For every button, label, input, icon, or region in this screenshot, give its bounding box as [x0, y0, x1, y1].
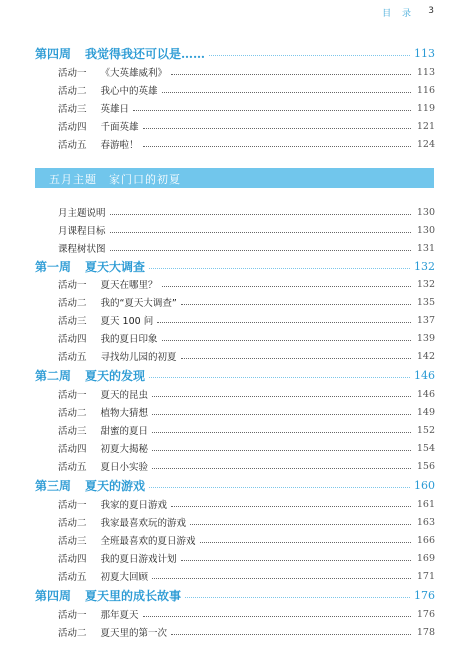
- activity-label: 活动三: [58, 104, 87, 115]
- leader-dots: [143, 146, 411, 147]
- activity-label: 活动五: [58, 462, 87, 473]
- leader-dots: [209, 55, 410, 56]
- page-number: 166: [416, 534, 435, 546]
- toc-activity[interactable]: [58, 403, 435, 421]
- page-number: 149: [416, 406, 435, 418]
- page-number: 160: [414, 478, 435, 492]
- activity-title: 寻找幼儿园的初夏: [100, 352, 177, 363]
- leader-dots: [181, 304, 411, 305]
- leader-dots: [171, 634, 411, 635]
- intro-title: 课程树状图: [58, 244, 106, 255]
- toc-week-heading[interactable]: [35, 366, 435, 384]
- activity-label: 活动四: [58, 334, 87, 345]
- toc-activity[interactable]: [58, 605, 435, 623]
- activity-title: 春游啦！: [100, 140, 139, 151]
- activity-title: 我的夏日印象: [100, 334, 158, 345]
- page-number: 139: [416, 332, 435, 344]
- leader-dots: [181, 358, 411, 359]
- activity-label: 活动二: [58, 86, 87, 97]
- page-number: 132: [416, 278, 435, 290]
- leader-dots: [149, 268, 410, 269]
- activity-title: 我心中的英雄: [100, 86, 158, 97]
- leader-dots: [110, 250, 411, 251]
- activity-title: 夏日小实验: [100, 462, 149, 473]
- toc-activity[interactable]: [58, 329, 435, 347]
- week-title: 夏天大调查: [85, 259, 146, 274]
- activity-label: 活动三: [58, 536, 87, 547]
- leader-dots: [152, 468, 411, 469]
- leader-dots: [171, 74, 411, 75]
- leader-dots: [171, 506, 411, 507]
- activity-title: 《大英雄威利》: [100, 68, 168, 79]
- activity-label: 活动五: [58, 572, 87, 583]
- leader-dots: [152, 396, 411, 397]
- leader-dots: [143, 616, 411, 617]
- leader-dots: [157, 322, 411, 323]
- activity-label: 活动二: [58, 408, 87, 419]
- activity-label: 活动二: [58, 628, 87, 639]
- activity-title: 我的“夏天大调查”: [100, 298, 177, 309]
- page-number: 124: [416, 138, 435, 150]
- page-number: 130: [416, 224, 435, 236]
- activity-label: 活动五: [58, 352, 87, 363]
- leader-dots: [152, 432, 411, 433]
- page-number: 156: [416, 460, 435, 472]
- page-number: 163: [416, 516, 435, 528]
- toc-activity[interactable]: [58, 81, 435, 99]
- week-title: 我觉得我还可以是……: [85, 46, 206, 61]
- page-number: 178: [416, 626, 435, 638]
- activity-title: 我家最喜欢玩的游戏: [100, 518, 187, 529]
- page-number: 176: [416, 608, 435, 620]
- toc-week-heading[interactable]: [35, 257, 435, 275]
- page-number: 146: [414, 368, 435, 382]
- leader-dots: [190, 524, 411, 525]
- leader-dots: [162, 92, 411, 93]
- toc-week-heading[interactable]: [35, 44, 435, 62]
- page-number: 132: [414, 259, 435, 273]
- toc-activity[interactable]: [58, 63, 435, 81]
- page-number: 135: [416, 296, 435, 308]
- toc-activity[interactable]: [58, 513, 435, 531]
- page-number: 171: [416, 570, 435, 582]
- leader-dots: [149, 377, 410, 378]
- leader-dots: [149, 487, 410, 488]
- page-header: [0, 0, 468, 40]
- toc-activity[interactable]: [58, 567, 435, 585]
- page-number: 154: [416, 442, 435, 454]
- week-label: 第二周: [35, 368, 72, 383]
- page-number: 152: [416, 424, 435, 436]
- header-page-number: 3: [428, 6, 434, 16]
- toc-activity[interactable]: [58, 311, 435, 329]
- leader-dots: [143, 128, 411, 129]
- activity-title: 初夏大揭秘: [100, 444, 149, 455]
- leader-dots: [162, 340, 411, 341]
- leader-dots: [110, 232, 411, 233]
- activity-title: 初夏大回顾: [100, 572, 149, 583]
- week-title: 夏天的游戏: [85, 478, 146, 493]
- activity-label: 活动一: [58, 390, 87, 401]
- toc-activity[interactable]: [58, 275, 435, 293]
- week-label: 第三周: [35, 478, 72, 493]
- activity-label: 活动一: [58, 280, 87, 291]
- activity-title: 夏天 100 问: [100, 316, 154, 327]
- toc-activity[interactable]: [58, 457, 435, 475]
- activity-title: 夏天的昆虫: [100, 390, 149, 401]
- toc-activity[interactable]: [58, 549, 435, 567]
- leader-dots: [181, 560, 411, 561]
- activity-title: 我家的夏日游戏: [100, 500, 168, 511]
- activity-label: 活动四: [58, 554, 87, 565]
- page-number: 137: [416, 314, 435, 326]
- toc-activity[interactable]: [58, 347, 435, 365]
- leader-dots: [152, 414, 411, 415]
- activity-label: 活动三: [58, 426, 87, 437]
- toc-activity[interactable]: [58, 495, 435, 513]
- page-number: 131: [416, 242, 435, 254]
- toc-intro-item[interactable]: [58, 203, 435, 221]
- toc-activity[interactable]: [58, 293, 435, 311]
- month-theme-banner: [35, 168, 434, 188]
- activity-title: 植物大猜想: [100, 408, 149, 419]
- toc-intro-item[interactable]: [58, 221, 435, 239]
- toc-activity[interactable]: [58, 623, 435, 641]
- page-number: 113: [416, 66, 435, 78]
- activity-title: 夏天里的第一次: [100, 628, 168, 639]
- page-number: 130: [416, 206, 435, 218]
- toc-week-heading[interactable]: [35, 476, 435, 494]
- activity-title: 英雄日: [100, 104, 130, 115]
- week-label: 第四周: [35, 46, 72, 61]
- activity-label: 活动五: [58, 140, 87, 151]
- toc-activity[interactable]: [58, 135, 435, 153]
- page-number: 119: [416, 102, 435, 114]
- week-title: 夏天的发现: [85, 368, 146, 383]
- toc-activity[interactable]: [58, 117, 435, 135]
- toc-activity[interactable]: [58, 531, 435, 549]
- activity-title: 甜蜜的夏日: [100, 426, 149, 437]
- activity-title: 夏天在哪里？: [100, 280, 158, 291]
- activity-title: 我的夏日游戏计划: [100, 554, 177, 565]
- activity-label: 活动二: [58, 298, 87, 309]
- leader-dots: [110, 214, 411, 215]
- header-section-title: 目 录: [382, 9, 415, 19]
- toc-activity[interactable]: [58, 385, 435, 403]
- leader-dots: [152, 450, 411, 451]
- toc-activity[interactable]: [58, 99, 435, 117]
- activity-title: 全班最喜欢的夏日游戏: [100, 536, 196, 547]
- page-number: 142: [416, 350, 435, 362]
- toc-intro-item[interactable]: [58, 239, 435, 257]
- activity-label: 活动一: [58, 500, 87, 511]
- page-number: 113: [414, 46, 435, 60]
- toc-activity[interactable]: [58, 421, 435, 439]
- leader-dots: [200, 542, 411, 543]
- activity-title: 千面英雄: [100, 122, 139, 133]
- month-theme-title: 五月主题 家门口的初夏: [49, 173, 181, 186]
- leader-dots: [152, 578, 411, 579]
- activity-label: 活动三: [58, 316, 87, 327]
- activity-label: 活动一: [58, 610, 87, 621]
- page-number: 161: [416, 498, 435, 510]
- leader-dots: [133, 110, 411, 111]
- week-title: 夏天里的成长故事: [85, 588, 182, 603]
- week-label: 第四周: [35, 588, 72, 603]
- activity-title: 那年夏天: [100, 610, 139, 621]
- activity-label: 活动四: [58, 444, 87, 455]
- activity-label: 活动二: [58, 518, 87, 529]
- leader-dots: [185, 597, 410, 598]
- week-label: 第一周: [35, 259, 72, 274]
- leader-dots: [162, 286, 411, 287]
- activity-label: 活动四: [58, 122, 87, 133]
- page-number: 169: [416, 552, 435, 564]
- page-number: 146: [416, 388, 435, 400]
- activity-label: 活动一: [58, 68, 87, 79]
- page-number: 176: [414, 588, 435, 602]
- page-number: 121: [416, 120, 435, 132]
- intro-title: 月主题说明: [58, 208, 106, 219]
- toc-activity[interactable]: [58, 439, 435, 457]
- intro-title: 月课程目标: [58, 226, 106, 237]
- page-number: 116: [416, 84, 435, 96]
- toc-week-heading[interactable]: [35, 586, 435, 604]
